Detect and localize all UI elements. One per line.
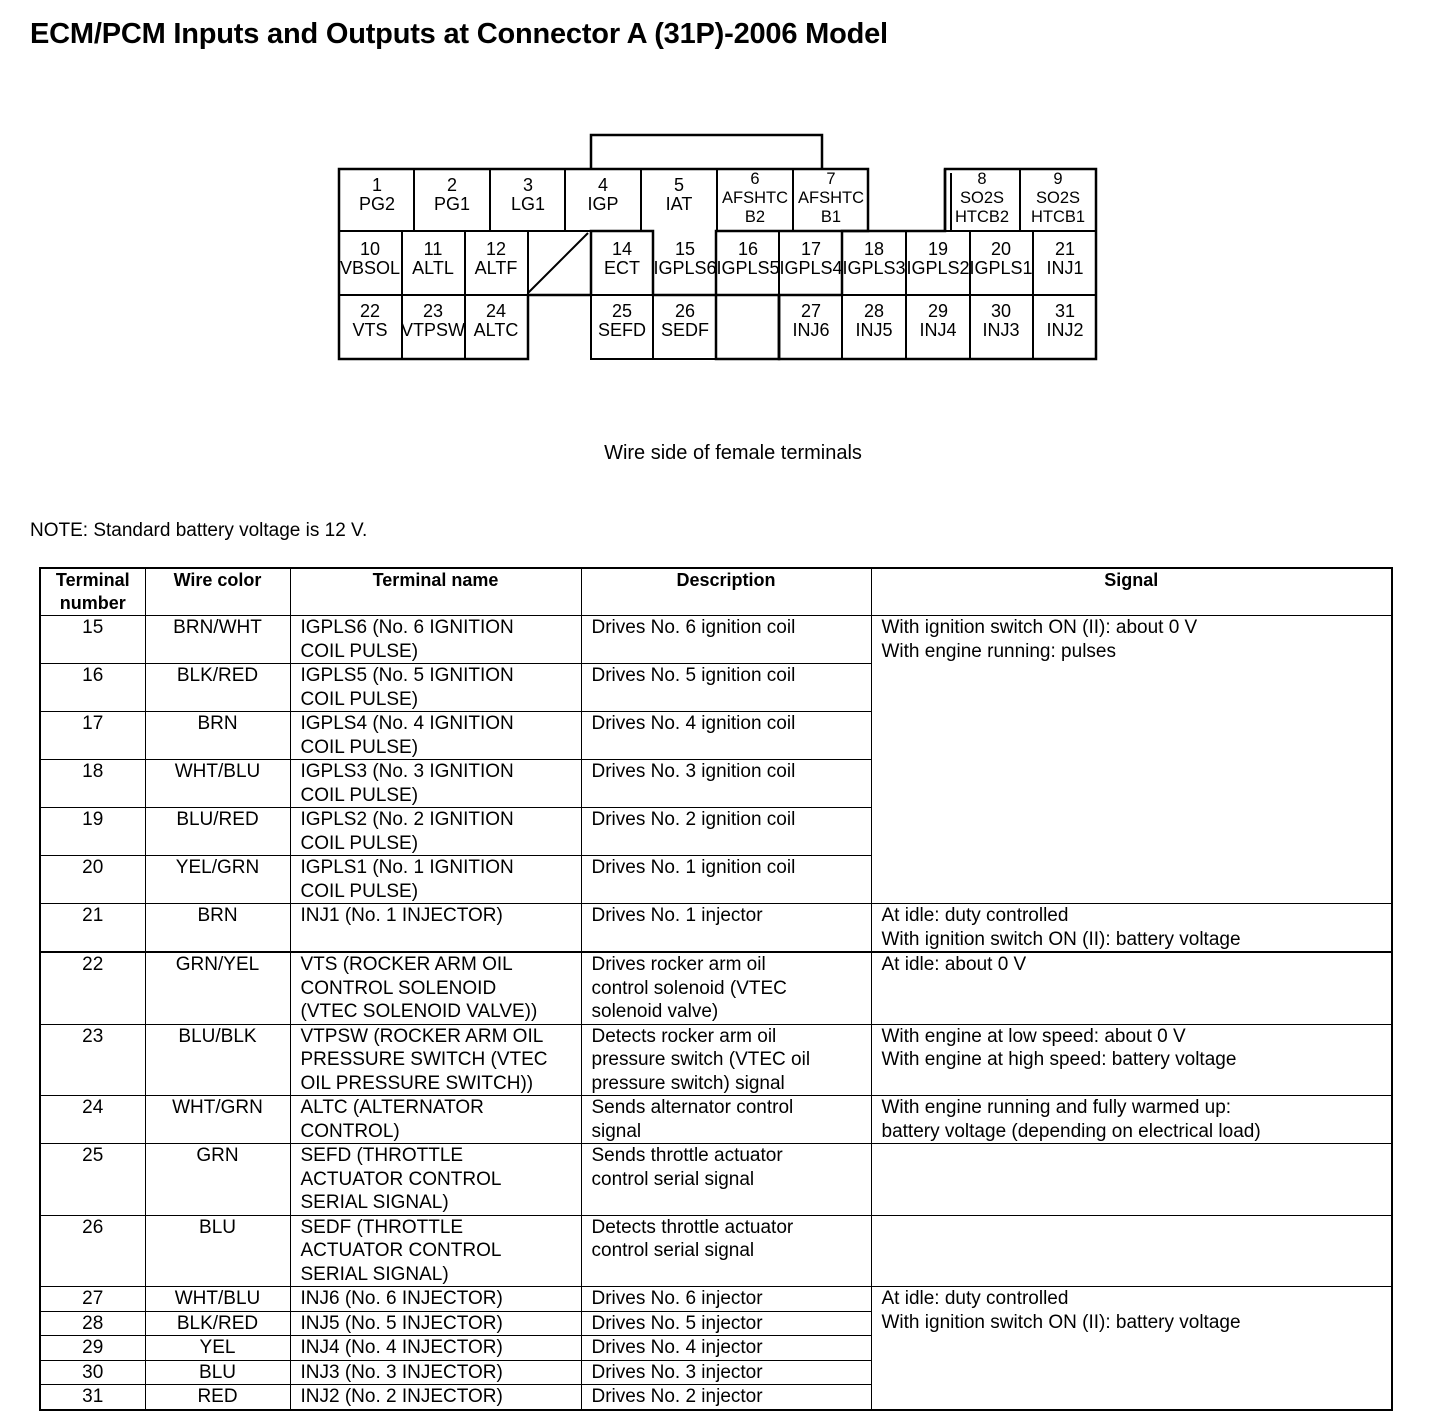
cell-line: Drives No. 6 injector [591,1288,763,1309]
cell-line: INJ6 (No. 6 INJECTOR) [300,1288,503,1309]
cavity-name: ALTF [474,258,518,278]
cell-line: Drives rocker arm oil [591,954,766,975]
cell-line: control serial signal [591,1240,755,1261]
terminal-name-cell [290,616,581,664]
cell-line: COIL PULSE) [300,784,419,806]
cell-line: control solenoid (VTEC [591,977,787,999]
terminal-number-cell: 25 [40,1144,145,1216]
cell-line: At idle: about 0 V [881,954,1027,975]
cell-line: IGPLS3 (No. 3 IGNITION [300,761,514,782]
description-cell [581,1311,871,1336]
cavity-name: IGPLS2 [906,258,970,278]
cavity-name: IGP [587,194,619,214]
cavity-number: 31 [1054,301,1076,321]
cavity-name: PG2 [358,194,396,214]
signal-cell [871,1215,1392,1287]
wire-color-cell: WHT/GRN [145,1096,290,1144]
cavity-number: 25 [611,301,633,321]
cavity-name: IGPLS5 [716,258,780,278]
cell-line: COIL PULSE) [300,832,419,854]
cavity-name: INJ6 [792,320,830,340]
header-terminal-number: Terminal number [40,568,145,616]
cavity-name: HTCB2 [954,208,1010,226]
cavity-number: 15 [674,239,696,259]
description-cell [581,952,871,1024]
cell-line: INJ3 (No. 3 INJECTOR) [300,1361,503,1383]
cell-line: ACTUATOR CONTROL [300,1240,502,1261]
cavity-name: INJ3 [982,320,1020,340]
terminal-number-cell: 16 [40,664,145,712]
cell-line: With ignition switch ON (II): battery voltage [881,1311,1241,1333]
description-cell [581,1144,871,1216]
cell-line: pressure switch) signal [591,1072,785,1094]
cell-line: IGPLS5 (No. 5 IGNITION [300,665,514,686]
cavity-number: 24 [485,301,507,321]
cavity-name: IGPLS1 [969,258,1033,278]
cavity-name: B1 [820,208,842,226]
cell-line: signal [591,1120,642,1142]
cavity-number: 29 [927,301,949,321]
cavity-name: B2 [744,208,766,226]
header-terminal-name: Terminal name [290,568,581,616]
cavity-name: ALTC [473,320,519,340]
cavity-number: 11 [423,239,443,259]
cavity-name: ALTL [412,258,454,278]
cavity-number: 18 [863,239,885,259]
cell-line: IGPLS6 (No. 6 IGNITION [300,617,514,638]
terminal-number-cell: 29 [40,1336,145,1361]
cavity-number: 7 [826,170,836,188]
cavity-number: 10 [359,239,381,259]
cell-line: Drives No. 4 ignition coil [591,713,796,734]
table-row [40,904,1392,953]
cell-line: SEDF (THROTTLE [300,1216,464,1238]
wire-color-cell: GRN [145,1144,290,1216]
cavity-name: SEFD [597,320,647,340]
description-cell [581,808,871,856]
terminal-name-cell [290,1385,581,1410]
terminal-number-cell: 15 [40,616,145,664]
cavity-number: 16 [737,239,759,259]
cell-line: COIL PULSE) [300,880,419,902]
cavity-number: 21 [1054,239,1076,259]
terminal-number-cell: 28 [40,1311,145,1336]
signal-cell [871,616,1392,904]
wire-color-cell: WHT/BLU [145,760,290,808]
cavity-number: 2 [446,175,458,195]
cell-line: Drives No. 1 injector [591,905,763,926]
cavity-name: IAT [665,194,693,214]
cell-line: INJ2 (No. 2 INJECTOR) [300,1386,503,1407]
description-cell [581,712,871,760]
description-cell [581,1287,871,1312]
terminal-table [39,567,1393,1411]
cell-line: ALTC (ALTERNATOR [300,1097,484,1118]
cell-line: At idle: duty controlled [881,1288,1069,1309]
terminal-name-cell [290,664,581,712]
cavity-number: 12 [485,239,507,259]
cell-line: With engine at high speed: battery voltage [881,1049,1237,1070]
wire-color-cell: BRN/WHT [145,616,290,664]
cell-line: COIL PULSE) [300,640,419,662]
terminal-number-cell: 17 [40,712,145,760]
table-row [40,1096,1392,1144]
description-cell [581,1215,871,1287]
terminal-number-cell: 22 [40,952,145,1024]
cell-line: CONTROL) [300,1120,400,1142]
wire-color-cell: BLK/RED [145,664,290,712]
terminal-name-cell [290,1096,581,1144]
cell-line: With ignition switch ON (II): battery voltage [881,928,1241,950]
terminal-number-cell: 19 [40,808,145,856]
cell-line: With engine running and fully warmed up: [881,1097,1232,1118]
wire-color-cell: YEL/GRN [145,856,290,904]
terminal-number-cell: 31 [40,1385,145,1410]
cavity-number: 22 [359,301,381,321]
description-cell [581,760,871,808]
wire-color-cell: BRN [145,904,290,953]
cavity-name: INJ5 [855,320,893,340]
terminal-number-cell: 18 [40,760,145,808]
table-row [40,1287,1392,1312]
cell-line: INJ4 (No. 4 INJECTOR) [300,1337,503,1358]
wire-color-cell: BRN [145,712,290,760]
cell-line: CONTROL SOLENOID [300,977,497,999]
cell-line: Drives No. 3 ignition coil [591,761,796,782]
cavity-number: 3 [522,175,534,195]
terminal-number-cell: 23 [40,1024,145,1096]
signal-cell [871,952,1392,1024]
cell-line: Sends alternator control [591,1097,794,1118]
cavity-number: 6 [750,170,760,188]
cell-line: pressure switch (VTEC oil [591,1049,811,1070]
cavity-number: 26 [674,301,696,321]
cavity-number: 1 [371,175,383,195]
description-cell [581,1096,871,1144]
terminal-number-cell: 20 [40,856,145,904]
cavity-number: 4 [597,175,609,195]
table-header-row [40,568,1392,616]
cell-line: VTS (ROCKER ARM OIL [300,954,513,975]
header-signal: Signal [871,568,1392,616]
table-body [40,616,1392,1410]
cell-line: Detects throttle actuator [591,1216,794,1238]
terminal-name-cell [290,1144,581,1216]
cell-line: PRESSURE SWITCH (VTEC [300,1049,548,1070]
wire-color-cell: GRN/YEL [145,952,290,1024]
cell-line: SERIAL SIGNAL) [300,1192,449,1213]
cavity-number: 17 [800,239,822,259]
wire-color-cell: YEL [145,1336,290,1361]
cell-line: OIL PRESSURE SWITCH)) [300,1072,534,1094]
terminal-name-cell [290,808,581,856]
cell-line: Drives No. 4 injector [591,1337,763,1358]
cavity-name: AFSHTC [722,189,788,207]
terminal-name-cell [290,760,581,808]
terminal-name-cell [290,712,581,760]
table-row [40,1144,1392,1216]
signal-cell [871,1024,1392,1096]
signal-cell [871,1144,1392,1216]
cell-line: Drives No. 3 injector [591,1361,763,1383]
wire-color-cell: BLU/RED [145,808,290,856]
cavity-name: AFSHTC [798,189,864,207]
header-wire-color: Wire color [145,568,290,616]
signal-cell [871,904,1392,953]
cavity-name: VBSOL [339,258,401,278]
table-row [40,1024,1392,1096]
cavity-number: 27 [800,301,822,321]
cell-line: Drives No. 5 injector [591,1312,763,1334]
cavity-name: SO2S [1035,189,1081,207]
cell-line: SEFD (THROTTLE [300,1145,464,1166]
wire-color-cell: BLK/RED [145,1311,290,1336]
terminal-number-cell: 24 [40,1096,145,1144]
terminal-name-cell [290,1287,581,1312]
cell-line: SERIAL SIGNAL) [300,1263,449,1285]
cell-line: IGPLS1 (No. 1 IGNITION [300,857,514,878]
terminal-name-cell [290,1360,581,1385]
cavity-name: IGPLS3 [842,258,906,278]
table-row [40,1215,1392,1287]
cell-line: solenoid valve) [591,1001,719,1022]
cavity-number: 8 [977,170,987,188]
description-cell [581,616,871,664]
cavity-name: SO2S [959,189,1005,207]
battery-voltage-note: NOTE: Standard battery voltage is 12 V. [30,520,368,541]
cavity-name: INJ4 [919,320,957,340]
table-row [40,952,1392,1024]
cavity-name: SEDF [660,320,710,340]
wire-color-cell: WHT/BLU [145,1287,290,1312]
wire-color-cell: BLU [145,1215,290,1287]
terminal-number-cell: 27 [40,1287,145,1312]
cavity-name: IGPLS6 [653,258,717,278]
header-description: Description [581,568,871,616]
terminal-number-cell: 21 [40,904,145,953]
cell-line: Drives No. 2 ignition coil [591,809,796,830]
terminal-name-cell [290,1336,581,1361]
cavity-number: 19 [927,239,949,259]
cell-line: Detects rocker arm oil [591,1025,777,1047]
cell-line: battery voltage (depending on electrical load) [881,1120,1261,1142]
cell-line: control serial signal [591,1168,755,1190]
signal-cell [871,1287,1392,1410]
connector-caption: Wire side of female terminals [604,442,862,464]
cell-line: Drives No. 1 ignition coil [591,857,796,878]
description-cell [581,1385,871,1410]
cavity-number: 20 [990,239,1012,259]
cell-line: VTPSW (ROCKER ARM OIL [300,1025,544,1047]
description-cell [581,1336,871,1361]
cell-line: IGPLS4 (No. 4 IGNITION [300,713,514,734]
cell-line: With ignition switch ON (II): about 0 V [881,617,1198,638]
terminal-name-cell [290,1311,581,1336]
signal-cell [871,1096,1392,1144]
table-row [40,616,1392,664]
page-title: ECM/PCM Inputs and Outputs at Connector A (31P)-2006 Model [30,18,888,50]
cavity-number: 23 [422,301,444,321]
cavity-number: 5 [673,175,685,195]
wire-color-cell: BLU/BLK [145,1024,290,1096]
cell-line: INJ5 (No. 5 INJECTOR) [300,1312,503,1334]
cell-line: INJ1 (No. 1 INJECTOR) [300,905,503,926]
cell-line: Drives No. 5 ignition coil [591,665,796,686]
cell-line: With engine running: pulses [881,640,1116,662]
description-cell [581,904,871,953]
connector-face-svg [336,133,1100,363]
cell-line: ACTUATOR CONTROL [300,1168,502,1190]
cavity-name: LG1 [510,194,546,214]
cell-line: COIL PULSE) [300,688,419,710]
cell-line: Drives No. 6 ignition coil [591,617,796,638]
terminal-name-cell [290,1215,581,1287]
cavity-name: INJ2 [1046,320,1084,340]
wire-color-cell: BLU [145,1360,290,1385]
cell-line: (VTEC SOLENOID VALVE)) [300,1001,538,1022]
cavity-number: 30 [990,301,1012,321]
terminal-number-cell: 30 [40,1360,145,1385]
description-cell [581,664,871,712]
cavity-name: VTPSW [400,320,466,340]
cavity-number: 14 [611,239,633,259]
cavity-name: INJ1 [1046,258,1084,278]
cell-line: At idle: duty controlled [881,905,1069,926]
terminal-name-cell [290,1024,581,1096]
description-cell [581,1360,871,1385]
cavity-number: 9 [1053,170,1063,188]
description-cell [581,1024,871,1096]
description-cell [581,856,871,904]
terminal-number-cell: 26 [40,1215,145,1287]
cell-line: Sends throttle actuator [591,1145,783,1166]
terminal-name-cell [290,856,581,904]
cell-line: IGPLS2 (No. 2 IGNITION [300,809,514,830]
cell-line: Drives No. 2 injector [591,1386,763,1407]
wire-color-cell: RED [145,1385,290,1410]
terminal-name-cell [290,952,581,1024]
cavity-name: ECT [604,258,640,278]
cavity-name: PG1 [433,194,471,214]
cavity-name: IGPLS4 [779,258,843,278]
terminal-name-cell [290,904,581,953]
cell-line: With engine at low speed: about 0 V [881,1025,1186,1047]
cell-line: COIL PULSE) [300,736,419,758]
cavity-name: HTCB1 [1030,208,1086,226]
cavity-number: 28 [863,301,885,321]
cavity-name: VTS [352,320,388,340]
connector-diagram [336,133,1100,363]
